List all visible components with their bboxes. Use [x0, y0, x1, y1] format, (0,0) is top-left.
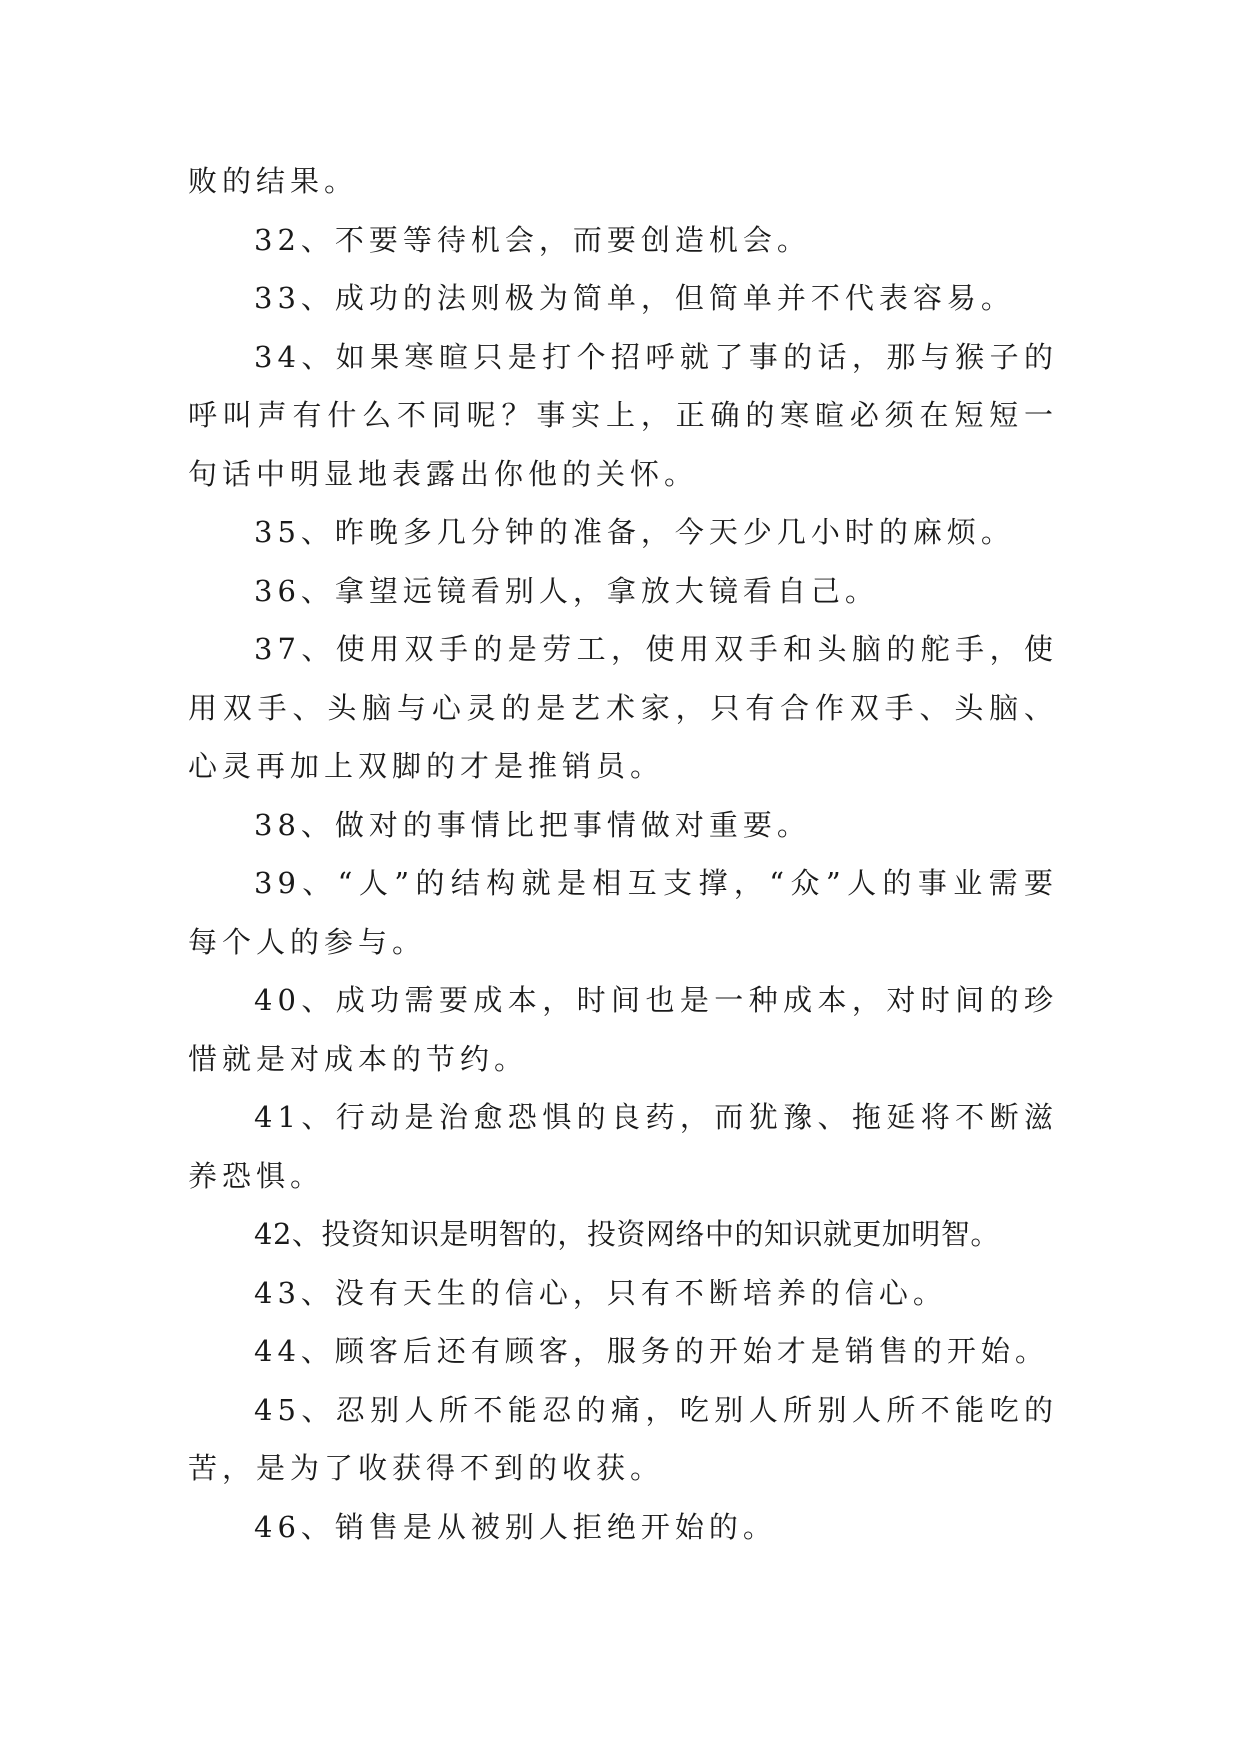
quote-38: 38、做对的事情比把事情做对重要。	[254, 807, 811, 842]
quote-36: 36、拿望远镜看别人，拿放大镜看自己。	[254, 573, 879, 608]
quote-44: 44、顾客后还有顾客，服务的开始才是销售的开始。	[254, 1334, 1049, 1368]
document-body	[188, 152, 1058, 1556]
paragraph-continuation: 败的结果。	[188, 164, 359, 198]
quote-35: 35、昨晚多几分钟的准备，今天少几小时的麻烦。	[254, 515, 1015, 549]
quote-39: 39、“人”的结构就是相互支撑，“众”人的事业需要每个人的参与。	[188, 866, 1058, 959]
quote-45: 45、忍别人所不能忍的痛，吃别人所别人所不能吃的苦，是为了收获得不到的收获。	[188, 1392, 1058, 1485]
quote-37: 37、使用双手的是劳工，使用双手和头脑的舵手，使用双手、头脑与心灵的是艺术家，只有合作双手、头脑、心灵再加上双脚的才是推销员。	[188, 632, 1058, 783]
quote-33: 33、成功的法则极为简单，但简单并不代表容易。	[254, 281, 1015, 315]
quote-43: 43、没有天生的信心，只有不断培养的信心。	[254, 1275, 947, 1310]
quote-40: 40、成功需要成本，时间也是一种成本，对时间的珍惜就是对成本的节约。	[188, 983, 1058, 1076]
quote-32: 32、不要等待机会，而要创造机会。	[254, 222, 811, 257]
quote-34: 34、如果寒暄只是打个招呼就了事的话，那与猴子的呼叫声有什么不同呢？事实上，正确的寒暄必须在短短一句话中明显地表露出你他的关怀。	[188, 339, 1058, 491]
quote-42: 42、投资知识是明智的，投资网络中的知识就更加明智。	[254, 1217, 1000, 1251]
quote-41: 41、行动是治愈恐惧的良药，而犹豫、拖延将不断滋养恐惧。	[188, 1100, 1058, 1193]
quote-46: 46、销售是从被别人拒绝开始的。	[254, 1509, 777, 1544]
